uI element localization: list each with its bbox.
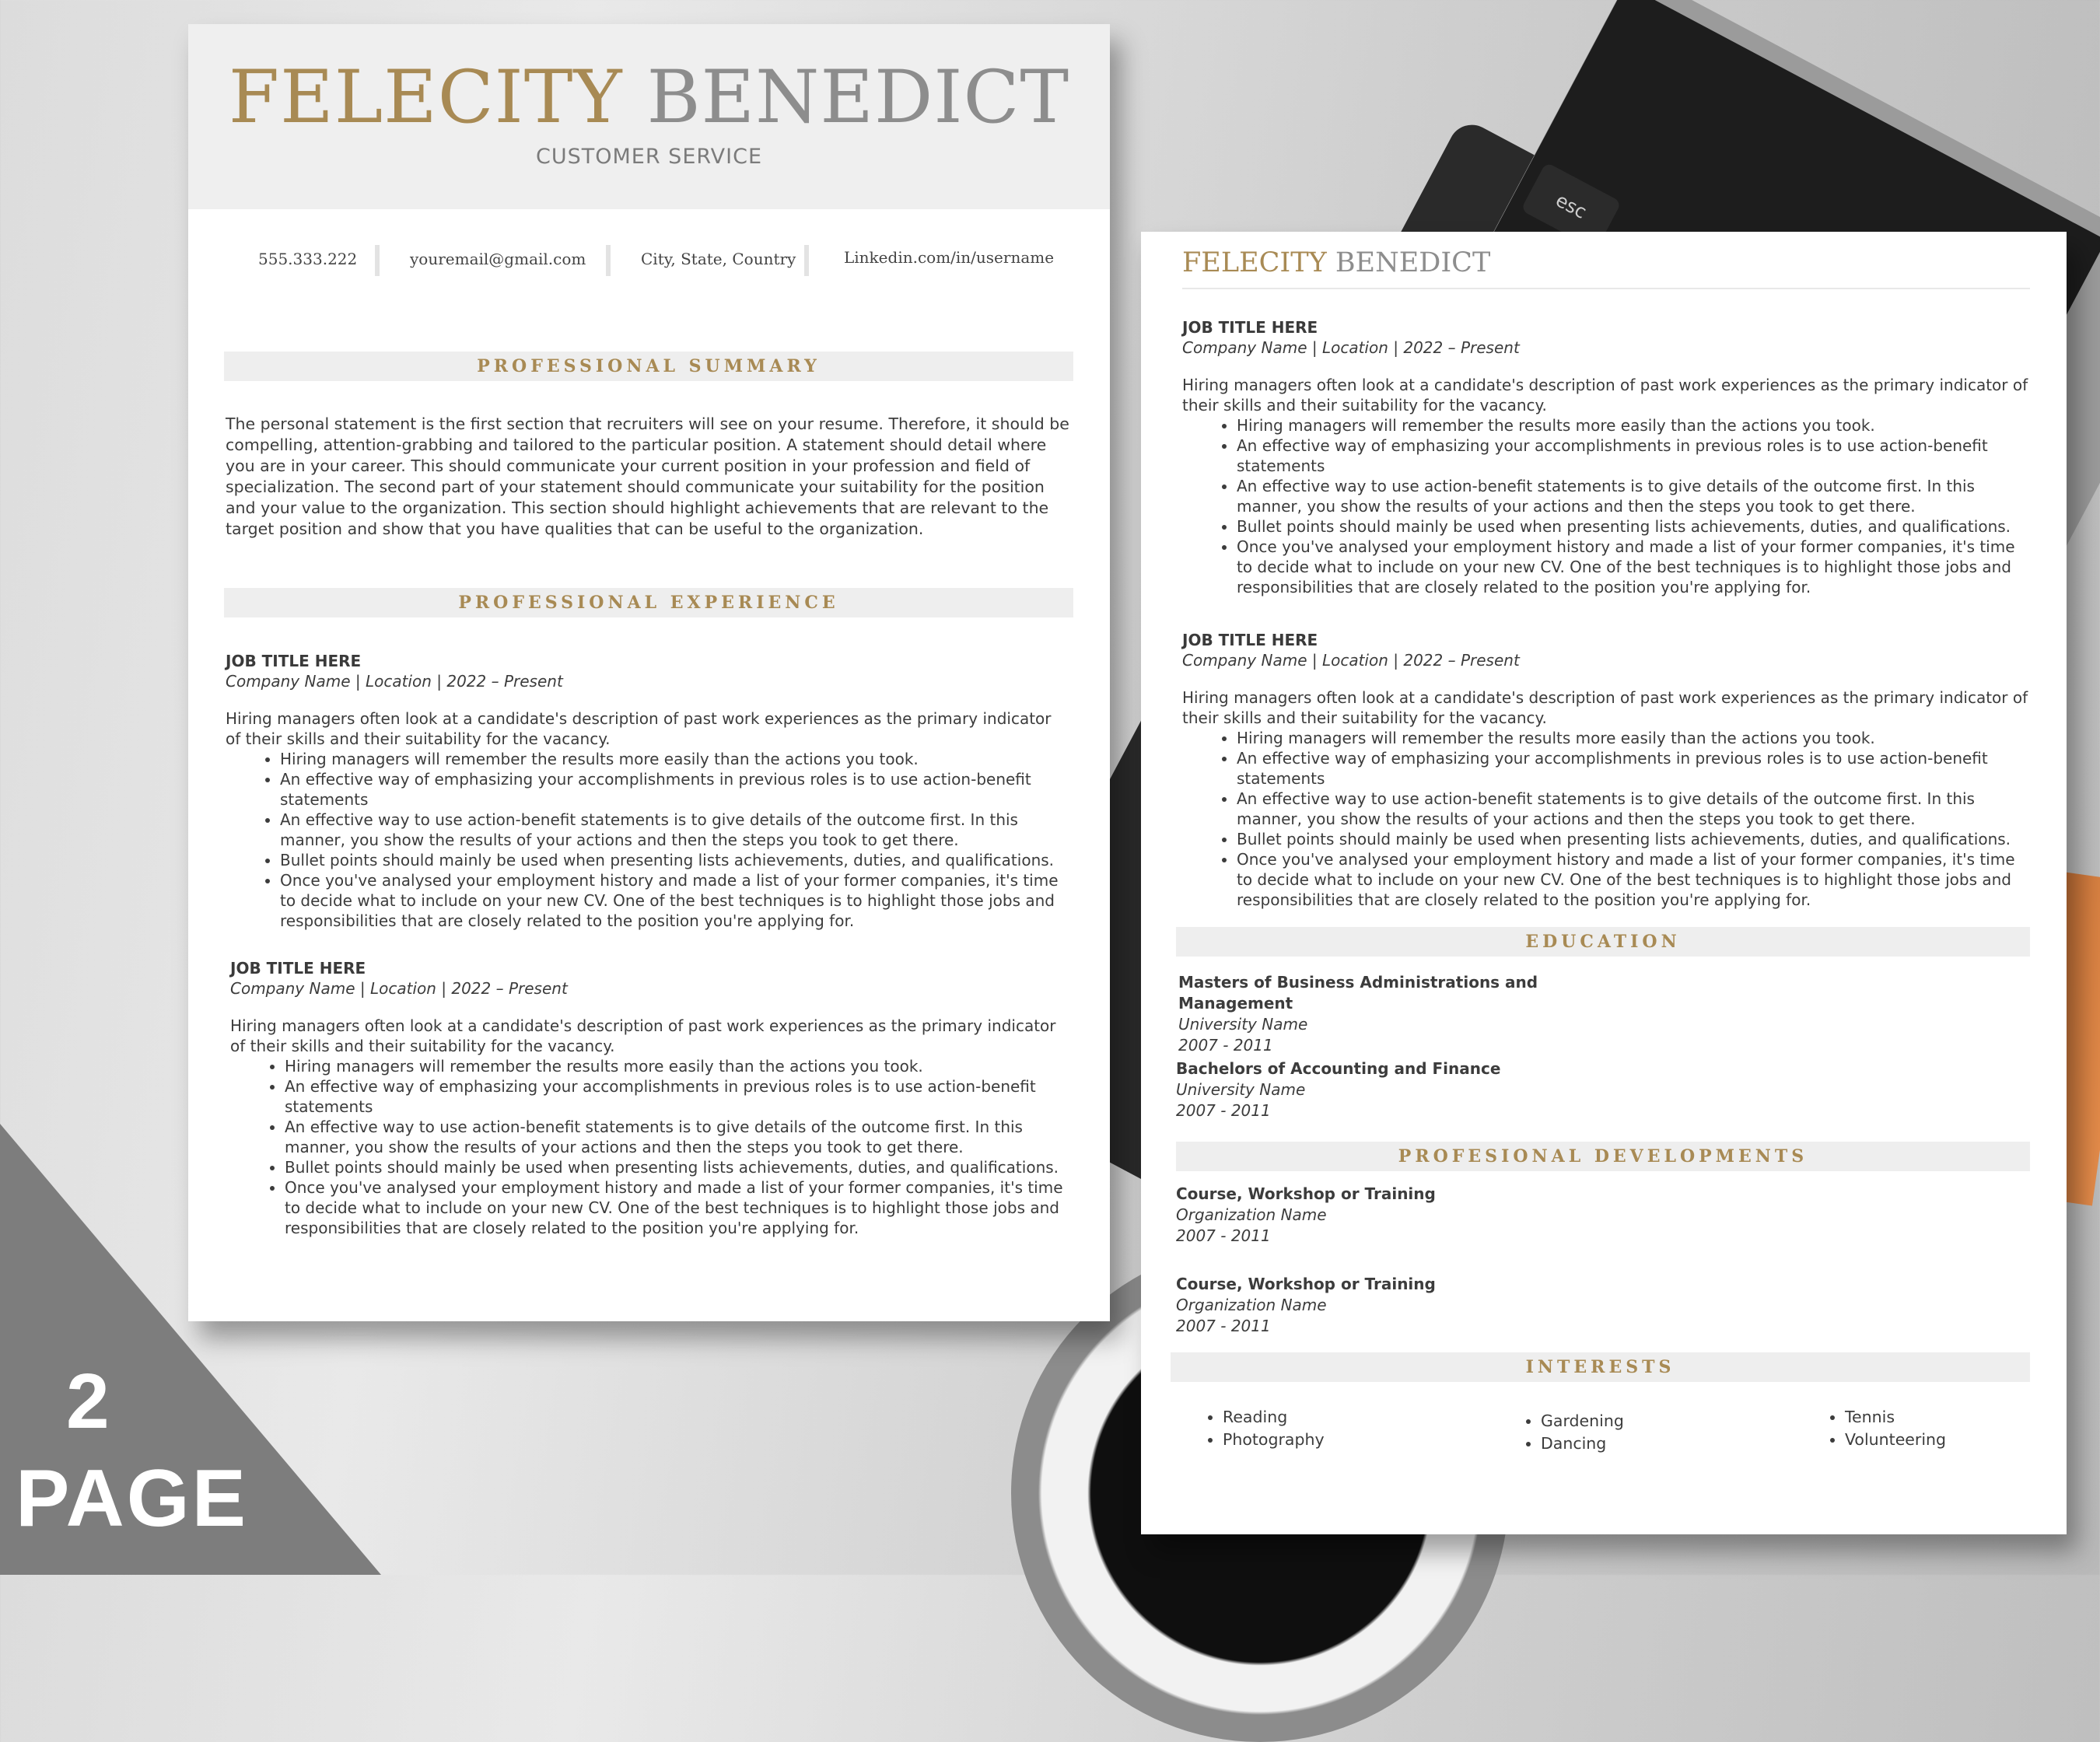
list-item: • Tennis [1845,1406,1946,1429]
education-entry [1178,972,1552,1056]
list-item: • Volunteering [1845,1429,1946,1451]
job-title: JOB TITLE HERE [1182,631,1318,649]
contact-email: youremail@gmail.com [410,250,586,268]
job-description: Hiring managers often look at a candidate's description of past work experiences as the primary indicator of their skills and their suitability for the vacancy. [226,709,1052,748]
contact-divider [606,245,611,276]
contact-divider [375,245,380,276]
job-entry [1182,317,2030,597]
education-years: 2007 - 2011 [1176,1101,1271,1120]
contact-location: City, State, Country [641,250,796,268]
badge-number: 2 [66,1358,110,1445]
job-bullets [226,749,1062,931]
education-heading: EDUCATION [1176,927,2030,957]
job-bullets [1182,415,2030,597]
resume-page-2 [1141,232,2067,1534]
list-item: • An effective way to use action-benefit statements is to give details of the outcome first. In this manner, you show the results of your actions and then the steps you took to get there. [1237,789,2030,829]
job-description: Hiring managers often look at a candidate's description of past work experiences as the primary indicator of their skills and their suitability for the vacancy. [230,1016,1056,1055]
candidate-role: CUSTOMER SERVICE [535,145,763,169]
esc-key: esc [1521,162,1622,250]
interests-column [1524,1410,1624,1455]
degree-title: Bachelors of Accounting and Finance [1176,1059,1501,1078]
list-item: • An effective way to use action-benefit statements is to give details of the outcome first. In this manner, you show the results of your actions and then the steps you took to get there. [280,810,1062,850]
degree-title: Masters of Business Administrations and Management [1178,973,1538,1013]
candidate-name [188,55,1110,140]
list-item: • An effective way of emphasizing your accomplishments in previous roles is to use action-benefit statements [1237,436,2030,476]
education-entry [1176,1058,1643,1121]
job-company: Company Name | Location | 2022 – Present [230,979,568,998]
list-item: • An effective way of emphasizing your accomplishments in previous roles is to use action-benefit statements [285,1076,1066,1117]
list-item: • An effective way of emphasizing your accomplishments in previous roles is to use action-benefit statements [280,769,1062,810]
course-years: 2007 - 2011 [1176,1226,1271,1245]
last-name: BENEDICT [646,55,1070,140]
job-title: JOB TITLE HERE [226,652,362,670]
first-name: FELECITY [1182,247,1327,278]
list-item: • Bullet points should mainly be used when presenting lists achievements, duties, and qualifications. [280,850,1062,870]
course-years: 2007 - 2011 [1176,1317,1271,1335]
job-title: JOB TITLE HERE [230,959,366,978]
organization-name: Organization Name [1176,1296,1327,1314]
list-item: • Hiring managers will remember the results more easily than the actions you took. [285,1056,1066,1076]
school-name: University Name [1178,1015,1308,1034]
job-entry [226,651,1062,931]
first-name: FELECITY [228,55,623,140]
job-company: Company Name | Location | 2022 – Present [1182,338,1520,357]
development-entry [1176,1274,1643,1337]
interests-heading: INTERESTS [1171,1352,2030,1382]
list-item: • Once you've analysed your employment history and made a list of your former companies, it's time to decide what to include on your new CV. One of the best techniques is to highlight those jobs and responsibilities that are closely related to the position you're applying for. [280,870,1062,931]
contact-divider [804,245,809,276]
summary-heading: PROFESSIONAL SUMMARY [224,352,1073,381]
job-company: Company Name | Location | 2022 – Present [1182,651,1520,670]
development-heading: PROFESIONAL DEVELOPMENTS [1176,1142,2030,1171]
contact-phone: 555.333.222 [258,250,358,268]
education-years: 2007 - 2011 [1178,1036,1273,1055]
course-title: Course, Workshop or Training [1176,1184,1436,1203]
list-item: • Once you've analysed your employment history and made a list of your former companies, it's time to decide what to include on your new CV. One of the best techniques is to highlight those jobs and responsibilities that are closely related to the position you're applying for. [285,1177,1066,1238]
course-title: Course, Workshop or Training [1176,1275,1436,1293]
list-item: • Hiring managers will remember the results more easily than the actions you took. [1237,415,2030,436]
organization-name: Organization Name [1176,1205,1327,1224]
list-item: • Photography [1223,1429,1325,1451]
list-item: • Dancing [1541,1432,1624,1455]
school-name: University Name [1176,1080,1306,1099]
list-item: • Once you've analysed your employment history and made a list of your former companies, it's time to decide what to include on your new CV. One of the best techniques is to highlight those jobs and responsibilities that are closely related to the position you're applying for. [1237,849,2030,910]
list-item: • Gardening [1541,1410,1624,1432]
experience-heading: PROFESSIONAL EXPERIENCE [224,588,1073,617]
last-name: BENEDICT [1335,247,1491,278]
interests-column [1206,1406,1325,1451]
job-company: Company Name | Location | 2022 – Present [226,672,563,691]
header-divider [1182,288,2030,289]
list-item: • Bullet points should mainly be used when presenting lists achievements, duties, and qualifications. [1237,829,2030,849]
summary-text: The personal statement is the first section that recruiters will see on your resume. Therefore, it should be compelling, attention-grabbing and tailored to the particular position. A statement should detail where you are in your career. This should communicate your current position in your profession and field of specialization. The second part of your statement should communicate your suitability for the position and your value to the organization. This section should highlight achievements that are relevant to the target position and show that you have qualities that can be useful to the organization. [226,415,1069,538]
job-description: Hiring managers often look at a candidate's description of past work experiences as the primary indicator of their skills and their suitability for the vacancy. [1182,688,2028,727]
job-bullets [1182,728,2030,910]
candidate-name [1182,247,1490,278]
job-entry [1182,630,2030,910]
list-item: • Bullet points should mainly be used when presenting lists achievements, duties, and qualifications. [1237,516,2030,537]
job-title: JOB TITLE HERE [1182,318,1318,337]
list-item: • Bullet points should mainly be used when presenting lists achievements, duties, and qualifications. [285,1157,1066,1177]
interests-column [1828,1406,1946,1451]
development-entry [1176,1184,1643,1247]
list-item: • Hiring managers will remember the results more easily than the actions you took. [280,749,1062,769]
list-item: • Hiring managers will remember the results more easily than the actions you took. [1237,728,2030,748]
badge-word: PAGE [16,1453,249,1544]
job-description: Hiring managers often look at a candidate's description of past work experiences as the primary indicator of their skills and their suitability for the vacancy. [1182,376,2028,415]
list-item: • Reading [1223,1406,1325,1429]
list-item: • An effective way to use action-benefit statements is to give details of the outcome first. In this manner, you show the results of your actions and then the steps you took to get there. [285,1117,1066,1157]
list-item: • An effective way to use action-benefit statements is to give details of the outcome first. In this manner, you show the results of your actions and then the steps you took to get there. [1237,476,2030,516]
contact-linkedin: Linkedin.com/in/username [844,248,1055,267]
list-item: • Once you've analysed your employment history and made a list of your former companies, it's time to decide what to include on your new CV. One of the best techniques is to highlight those jobs and responsibilities that are closely related to the position you're applying for. [1237,537,2030,597]
list-item: • An effective way of emphasizing your accomplishments in previous roles is to use action-benefit statements [1237,748,2030,789]
contact-row [227,250,1071,289]
